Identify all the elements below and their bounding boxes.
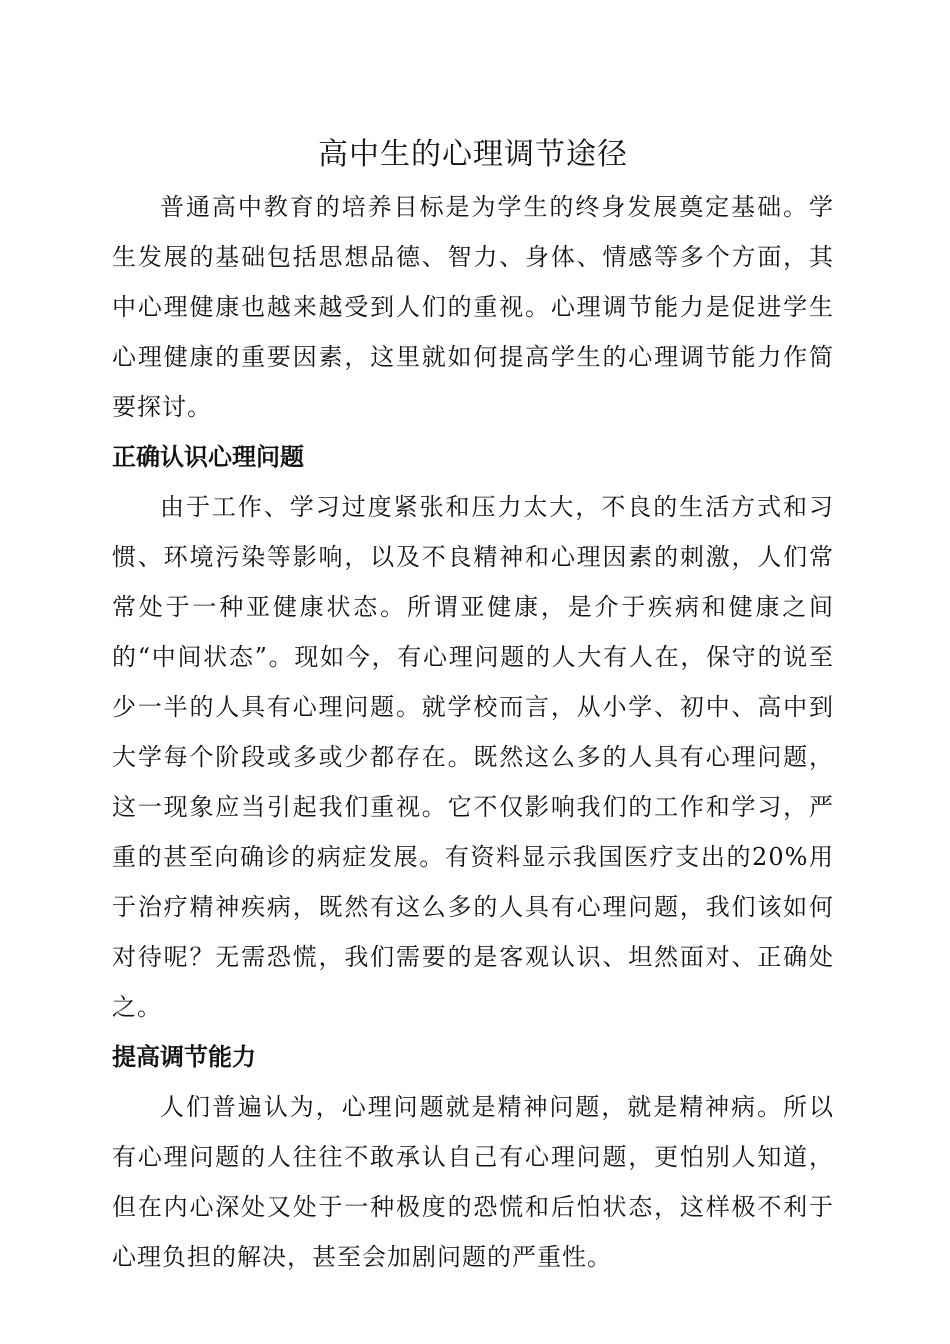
section-body-recognize: 由于工作、学习过度紧张和压力太大，不良的生活方式和习惯、环境污染等影响，以及不良精神和心理因素的刺激，人们常常处于一种亚健康状态。所谓亚健康，是介于疾病和健康之间的“中间状态”。现如今，有心理问题的人大有人在，保守的说至少一半的人具有心理问题。就学校而言，从小学、初中、高中到大学每个阶段或多或少都存在。既然这么多的人具有心理问题，这一现象应当引起我们重视。它不仅影响我们的工作和学习，严重的甚至向确诊的病症发展。有资料显示我国医疗支出的20%用于治疗精神疾病，既然有这么多的人具有心理问题，我们该如何对待呢？无需恐慌，我们需要的是客观认识、坦然面对、正确处之。 xyxy=(112,493,834,1021)
document-page xyxy=(112,130,834,1282)
section-heading-recognize: 正确认识心理问题 xyxy=(112,443,304,471)
document-title: 高中生的心理调节途径 xyxy=(318,137,628,172)
section-body-improve: 人们普遍认为，心理问题就是精神问题，就是精神病。所以有心理问题的人往往不敢承认自己有心理问题，更怕别人知道，但在内心深处又处于一种极度的恐慌和后怕状态，这样极不利于心理负担的解决，甚至会加剧问题的严重性。 xyxy=(112,1093,834,1271)
intro-paragraph: 普通高中教育的培养目标是为学生的终身发展奠定基础。学生发展的基础包括思想品德、智力、身体、情感等多个方面，其中心理健康也越来越受到人们的重视。心理调节能力是促进学生心理健康的重要因素，这里就如何提高学生的心理调节能力作简要探讨。 xyxy=(112,193,834,421)
section-heading-improve: 提高调节能力 xyxy=(112,1043,256,1071)
